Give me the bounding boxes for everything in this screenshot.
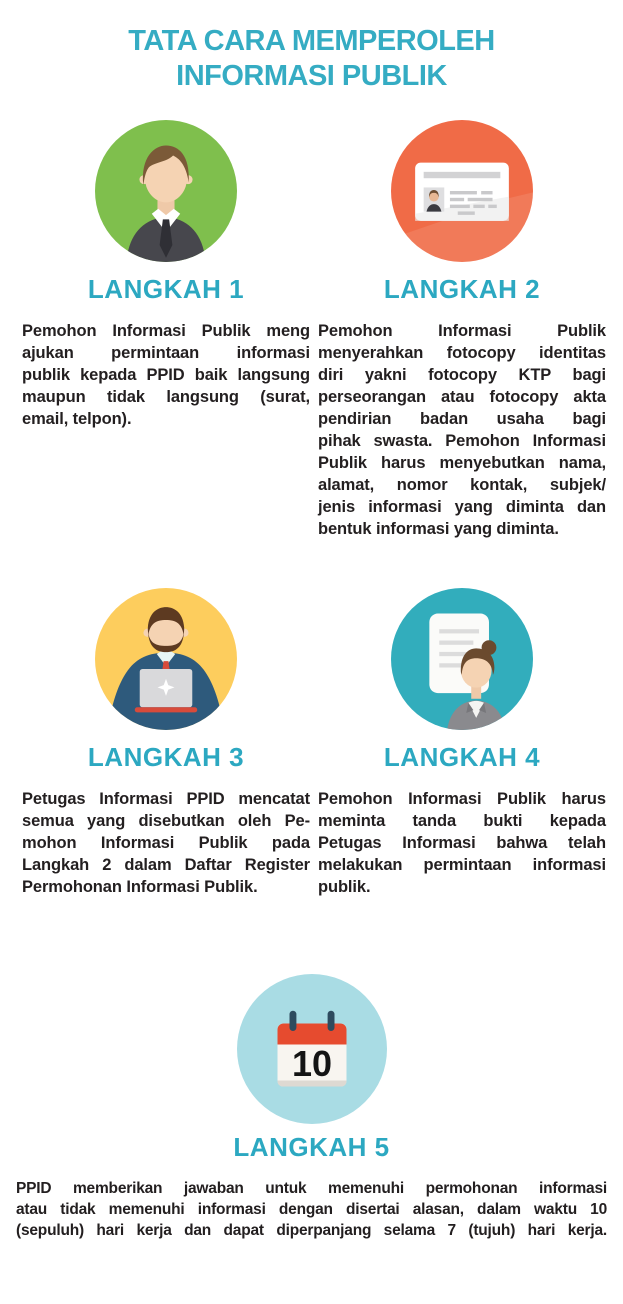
step3-label: LANGKAH 3	[87, 742, 245, 772]
step5-description	[0, 1178, 623, 1241]
text-line: atau tidak memenuhi informasi dengan disertai alasan, dalam waktu 10	[16, 1201, 607, 1218]
text-line: (sepuluh) hari kerja dan dapat diperpanjang selama 7 (tujuh) hari kerja.	[16, 1222, 607, 1239]
text-line: PPID memberikan jawaban untuk memenuhi permohonan informasi	[16, 1180, 607, 1197]
id-card-icon	[391, 120, 533, 262]
text-line: maupun tidak langsung (surat,	[22, 388, 310, 406]
text-line: mohon Informasi Publik pada	[22, 834, 310, 852]
calendar-number: 10	[291, 1043, 332, 1084]
infographic-page	[0, 24, 623, 1304]
text-line: pendirian badan usaha bagi	[318, 410, 606, 428]
document-with-person-icon	[391, 588, 533, 730]
step-langkah-2	[318, 120, 606, 540]
businessman-avatar-icon	[95, 120, 237, 262]
step3-description	[22, 788, 310, 898]
text-line: Langkah 2 dalam Daftar Register	[22, 856, 310, 874]
text-line: Publik harus menyebutkan nama,	[318, 454, 606, 472]
text-line: publik kepada PPID baik langsung	[22, 366, 310, 384]
step4-description	[318, 788, 606, 898]
text-line: semua yang disebutkan oleh Pe-	[22, 812, 310, 830]
text-line: bentuk informasi yang diminta.	[318, 520, 559, 538]
calendar-10-days-icon	[237, 974, 387, 1124]
text-line: perseorangan atau fotocopy akta	[318, 388, 606, 406]
text-line: ajukan permintaan informasi	[22, 344, 310, 362]
text-line: menyerahkan fotocopy identitas	[318, 344, 606, 362]
text-line: pihak swasta. Pemohon Informasi	[318, 432, 606, 450]
text-line: Petugas Informasi PPID mencatat	[22, 790, 310, 808]
text-line: email, telpon).	[22, 410, 132, 428]
steps-row-1	[0, 120, 623, 540]
step2-description	[318, 320, 606, 540]
text-line: jenis informasi yang diminta dan	[318, 498, 606, 516]
text-line: Petugas Informasi bahwa telah	[318, 834, 606, 852]
step1-label: LANGKAH 1	[87, 274, 245, 304]
step-langkah-3	[22, 588, 310, 898]
step2-icon-wrap	[318, 120, 606, 262]
step1-description	[22, 320, 310, 430]
officer-with-laptop-icon	[95, 588, 237, 730]
step-langkah-5	[0, 974, 623, 1162]
step4-icon-wrap	[318, 588, 606, 730]
text-line: Pemohon Informasi Publik	[318, 322, 606, 340]
step2-label: LANGKAH 2	[383, 274, 541, 304]
text-line: Pemohon Informasi Publik meng	[22, 322, 310, 340]
step5-icon-wrap	[0, 974, 623, 1124]
text-line: alamat, nomor kontak, subjek/	[318, 476, 606, 494]
page-title-line2: INFORMASI PUBLIK	[176, 60, 447, 92]
text-line: meminta tanda bukti kepada	[318, 812, 606, 830]
step5-label: LANGKAH 5	[233, 1132, 390, 1162]
step4-label: LANGKAH 4	[383, 742, 541, 772]
page-title-line1: TATA CARA MEMPEROLEH	[128, 25, 495, 57]
step-langkah-1	[22, 120, 310, 540]
text-line: Pemohon Informasi Publik harus	[318, 790, 606, 808]
step1-icon-wrap	[22, 120, 310, 262]
step-langkah-4	[318, 588, 606, 898]
text-line: Permohonan Informasi Publik.	[22, 878, 258, 896]
text-line: melakukan permintaan informasi	[318, 856, 606, 874]
text-line: publik.	[318, 878, 371, 896]
steps-row-2	[0, 588, 623, 898]
text-line: diri yakni fotocopy KTP bagi	[318, 366, 606, 384]
step3-icon-wrap	[22, 588, 310, 730]
page-title	[0, 24, 623, 94]
